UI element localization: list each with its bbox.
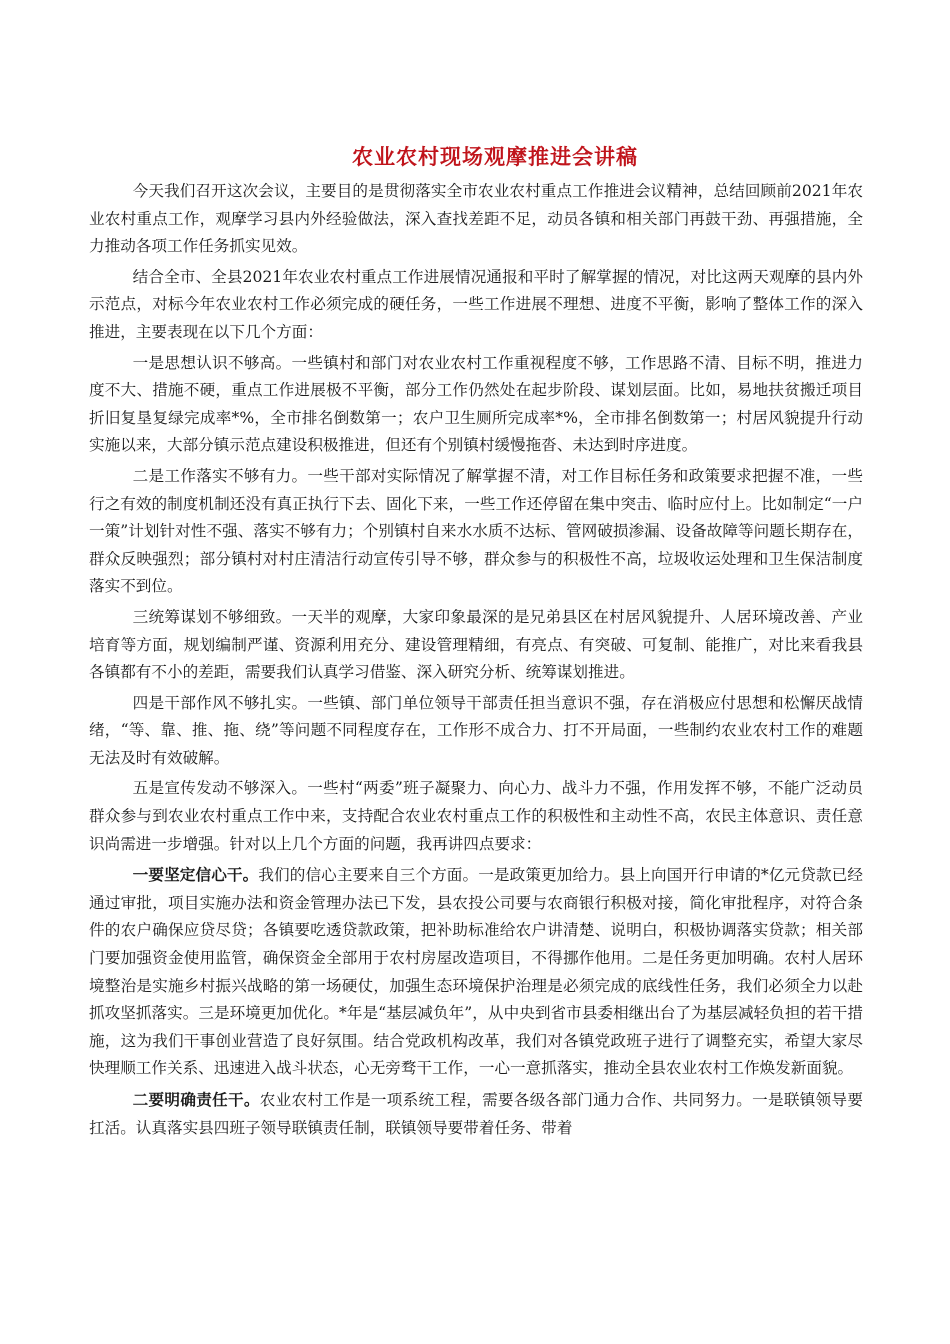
paragraph-opening bbox=[89, 178, 863, 261]
paragraph-text: 四是干部作风不够扎实。一些镇、部门单位领导干部责任担当意识不强，存在消极应付思想和松懈厌战情绪，“等、靠、推、拖、绕”等问题不同程度存在，工作形不成合力、打不开局面，一些制约农业农村工作的难题无法及时有效破解。 bbox=[89, 693, 863, 767]
paragraph-text: 二是工作落实不够有力。一些干部对实际情况了解掌握不清，对工作目标任务和政策要求把握不准，一些行之有效的制度机制还没有真正执行下去、固化下来，一些工作还停留在集中突击、临时应付上。比如制定“一户一策”计划针对性不强、落实不够有力；个别镇村自来水水质不达标、管网破损渗漏、设备故障等问题长期存在，群众反映强烈；部分镇村对村庄清洁行动宣传引导不够，群众参与的积极性不高，垃圾收运处理和卫生保洁制度落实不到位。 bbox=[89, 466, 863, 596]
paragraph-lead: 二要明确责任干。 bbox=[132, 1090, 260, 1109]
paragraph-problem-1 bbox=[89, 350, 863, 460]
paragraph-text: 结合全市、全县2021年农业农村重点工作进展情况通报和平时了解掌握的情况，对比这两天观摩的县内外示范点，对标今年农业农村工作必须完成的硬任务，一些工作进展不理想、进度不平衡，影响了整体工作的深入推进，主要表现在以下几个方面： bbox=[89, 267, 863, 341]
paragraph-problem-2 bbox=[89, 463, 863, 601]
paragraph-text: 三统筹谋划不够细致。一天半的观摩，大家印象最深的是兄弟县区在村居风貌提升、人居环境改善、产业培育等方面，规划编制严谨、资源利用充分、建设管理精细，有亮点、有突破、可复制、能推广，对比来看我县各镇都有不小的差距，需要我们认真学习借鉴、深入研究分析、统筹谋划推进。 bbox=[89, 607, 863, 682]
paragraph-requirement-2 bbox=[89, 1086, 863, 1142]
paragraph-problem-4 bbox=[89, 690, 863, 773]
paragraph-requirement-1 bbox=[89, 861, 863, 1083]
document-body bbox=[89, 178, 863, 1145]
paragraph-text: 五是宣传发动不够深入。一些村“两委”班子凝聚力、向心力、战斗力不强，作用发挥不够，不能广泛动员群众参与到农业农村重点工作中来，支持配合农业农村重点工作的积极性和主动性不高，农民主体意识、责任意识尚需进一步增强。针对以上几个方面的问题，我再讲四点要求： bbox=[89, 779, 863, 853]
paragraph-text: 一是思想认识不够高。一些镇村和部门对农业农村工作重视程度不够，工作思路不清、目标不明，推进力度不大、措施不硬，重点工作进展极不平衡，部分工作仍然处在起步阶段、谋划层面。比如，易地扶贫搬迁项目折旧复垦复绿完成率*%，全市排名倒数第一；农户卫生厕所完成率*%，全市排名倒数第一；村居风貌提升行动实施以来，大部分镇示范点建设积极推进，但还有个别镇村缓慢拖沓、未达到时序进度。 bbox=[89, 353, 863, 455]
paragraph-text: 今天我们召开这次会议，主要目的是贯彻落实全市农业农村重点工作推进会议精神，总结回顾前2021年农业农村重点工作，观摩学习县内外经验做法，深入查找差距不足，动员各镇和相关部门再鼓干劲、再强措施，全力推动各项工作任务抓实见效。 bbox=[89, 182, 863, 256]
paragraph-problem-3 bbox=[89, 604, 863, 687]
paragraph-problem-5 bbox=[89, 775, 863, 858]
paragraph-text: 我们的信心主要来自三个方面。一是政策更加给力。县上向国开行申请的*亿元贷款已经通过审批，项目实施办法和资金管理办法已下发，县农投公司要与农商银行积极对接，简化审批程序，对符合条件的农户确保应贷尽贷；各镇要吃透贷款政策，把补助标准给农户讲清楚、说明白，积极协调落实贷款；相关部门要加强资金使用监管，确保资金全部用于农村房屋改造项目，不得挪作他用。二是任务更加明确。农村人居环境整治是实施乡村振兴战略的第一场硬仗，加强生态环境保护治理是必须完成的底线性任务，我们必须全力以赴抓攻坚抓落实。三是环境更加优化。*年是“基层减负年”，从中央到省市县委相继出台了为基层减轻负担的若干措施，这为我们干事创业营造了良好氛围。结合党政机构改革，我们对各镇党政班子进行了调整充实，希望大家尽快理顺工作关系、迅速进入战斗状态，心无旁骛干工作，一心一意抓落实，推动全县农业农村工作焕发新面貌。 bbox=[89, 866, 863, 1078]
document-title: 农业农村现场观摩推进会讲稿 bbox=[352, 144, 638, 169]
paragraph-text: 农业农村工作是一项系统工程，需要各级各部门通力合作、共同努力。一是联镇领导要扛活。认真落实县四班子领导联镇责任制，联镇领导要带着任务、带着 bbox=[89, 1091, 863, 1137]
paragraph-lead: 一要坚定信心干。 bbox=[132, 865, 259, 885]
paragraph-overview bbox=[89, 264, 863, 347]
